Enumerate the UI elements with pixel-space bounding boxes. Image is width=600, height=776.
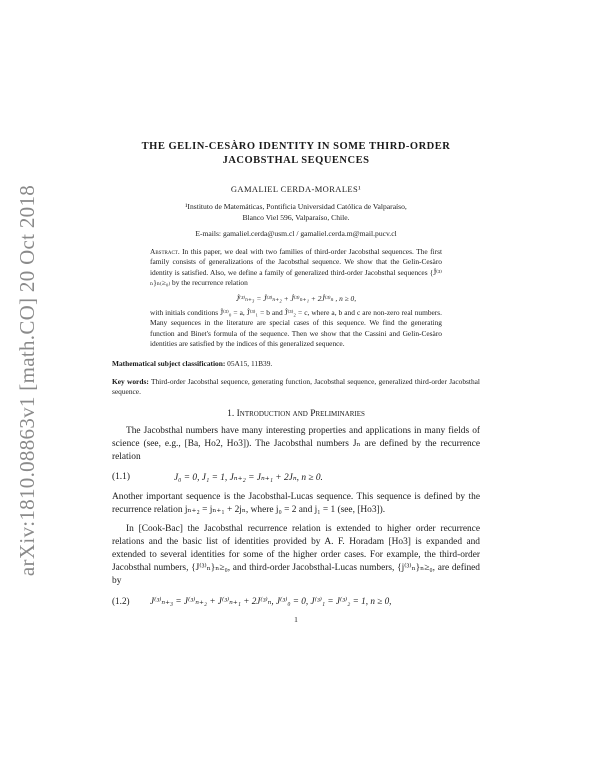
- section-title: Introduction and Preliminaries: [236, 409, 365, 420]
- author-emails: E-mails: gamaliel.cerda@usm.cl / gamaliel.cerda.m@mail.pucv.cl: [195, 229, 397, 238]
- equation-body: J₀ = 0, J₁ = 1, Jₙ₊₂ = Jₙ₊₁ + 2Jₙ, n ≥ 0.: [174, 473, 323, 484]
- keywords: [112, 377, 480, 398]
- equation-body: J⁽³⁾ₙ₊₃ = J⁽³⁾ₙ₊₂ + J⁽³⁾ₙ₊₁ + 2J⁽³⁾ₙ, J⁽³⁾₀ = 0, J⁽³⁾₁ = J⁽³⁾₂ = 1, n ≥ 0,: [150, 596, 392, 607]
- paragraph-1: The Jacobsthal numbers have many interesting properties and applications in many fields of science (see, e.g., [Ba, Ho2, Ho3]). The Jacobsthal numbers Jₙ are defined by the recurrence relation: [112, 426, 480, 463]
- abstract: [150, 247, 442, 350]
- abstract-label: Abstract.: [150, 247, 180, 256]
- affiliation-line-2: Blanco Viel 596, Valparaíso, Chile.: [242, 213, 350, 222]
- arxiv-identifier: arXiv:1810.08863v1 [math.CO] 20 Oct 2018: [15, 184, 40, 576]
- title-line-2: JACOBSTHAL SEQUENCES: [222, 155, 370, 166]
- paper-page: [112, 140, 480, 624]
- msc-value: 05A15, 11B39.: [225, 358, 273, 368]
- page-number: 1: [294, 615, 298, 625]
- abstract-text-2: with initials conditions Ĵ⁽³⁾₀ = a, Ĵ⁽³⁾₁ = b and Ĵ⁽³⁾₂ = c, where a, b and c are non-zero real numbers. Many sequences in the literature are special cases of this sequence. We find the generating function and Binet's formula of the sequence. Then we show that the Cassini and Gelin-Cesàro identities are satisfied by the indices of this generalized sequence.: [150, 308, 442, 349]
- paragraph-2: Another important sequence is the Jacobsthal-Lucas sequence. This sequence is defined by the recurrence relation jₙ₊₂ = jₙ₊₁ + 2jₙ, where j₀ = 2 and j₁ = 1 (see, [Ho3]).: [112, 492, 480, 516]
- paper-title: [112, 140, 480, 168]
- section-heading: [112, 409, 480, 419]
- author-name: GAMALIEL CERDA-MORALES¹: [230, 184, 362, 194]
- keywords-label: Key words:: [112, 376, 149, 386]
- msc-label: Mathematical subject classification:: [112, 358, 226, 368]
- keywords-value: Third-order Jacobsthal sequence, generating function, Jacobsthal sequence, generalized third-order Jacobsthal sequence.: [112, 376, 480, 397]
- equation-1-2: [112, 596, 480, 607]
- affiliation-line-1: ¹Instituto de Matemáticas, Pontificia Universidad Católica de Valparaíso,: [185, 202, 407, 211]
- equation-1-1: [112, 472, 480, 483]
- affiliation: [112, 201, 480, 223]
- equation-number: (1.1): [112, 472, 130, 483]
- arxiv-sidebar: [8, 170, 48, 590]
- abstract-equation: Ĵ⁽³⁾ₙ₊₃ = Ĵ⁽³⁾ₙ₊₂ + Ĵ⁽³⁾ₙ₊₁ + 2Ĵ⁽³⁾ₙ , n ≥ 0,: [235, 293, 357, 303]
- section-number: 1.: [227, 409, 237, 420]
- subject-classification: [112, 359, 480, 368]
- equation-number: (1.2): [112, 596, 130, 607]
- title-line-1: THE GELIN-CESÀRO IDENTITY IN SOME THIRD-ORDER: [141, 141, 451, 152]
- abstract-text-1: In this paper, we deal with two families of third-order Jacobsthal sequences. The first family consists of generalizations of the Jacobsthal sequence. We show that the Gelin-Cesàro identity is satisfied. Also, we define a family of generalized third-order Jacobsthal sequences {Ĵ⁽³⁾ₙ}ₙ₍≥₀₎ by the recurrence relation: [150, 247, 442, 288]
- paragraph-3: In [Cook-Bac] the Jacobsthal recurrence relation is extended to higher order recurrence relations and the basic list of identities provided by A. F. Horadam [Ho3] is expanded and extended to several identities for some of the higher order cases. For example, the third-order Jacobsthal numbers, {J⁽³⁾ₙ}ₙ≥₀, and third-order Jacobsthal-Lucas numbers, {j⁽³⁾ₙ}ₙ≥₀, are defined by: [112, 524, 480, 587]
